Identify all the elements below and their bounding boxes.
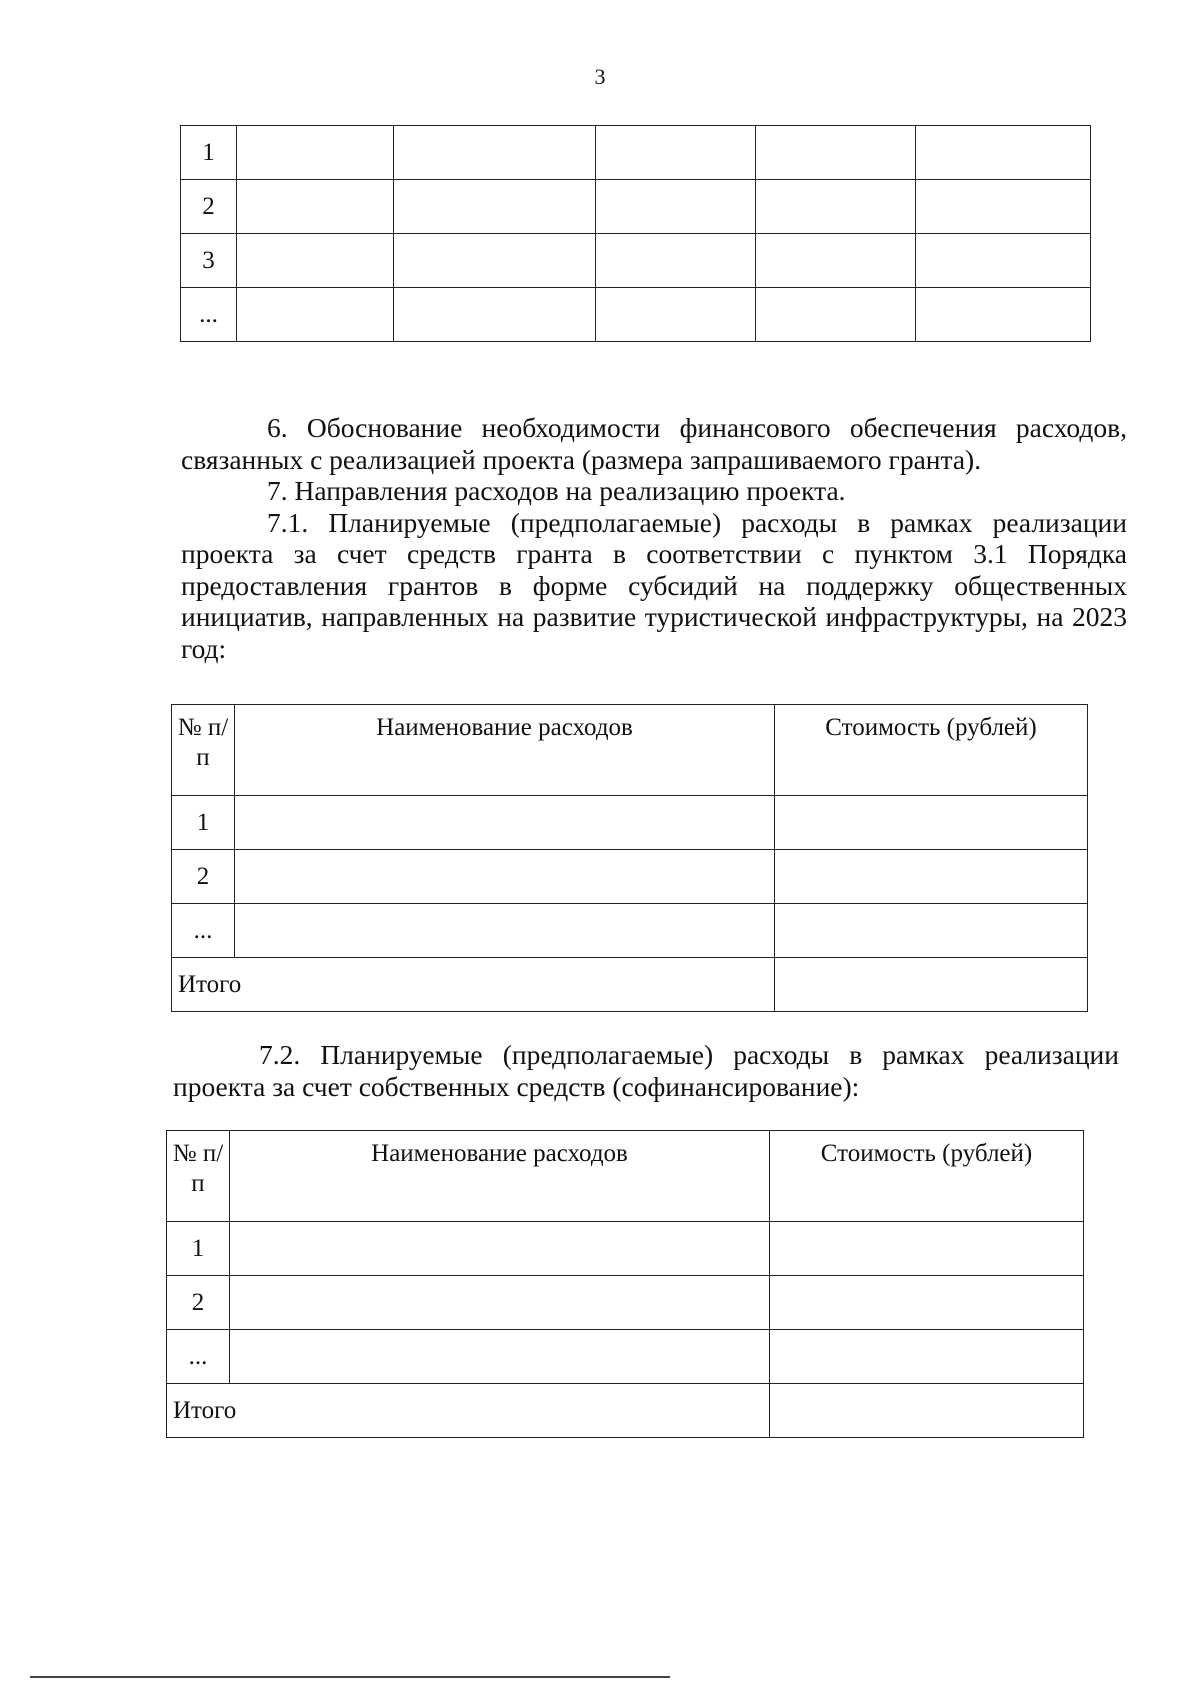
empty-cell bbox=[237, 288, 394, 342]
empty-cell bbox=[756, 234, 916, 288]
total-row bbox=[167, 1384, 1084, 1438]
header-cost: Стоимость (рублей) bbox=[775, 705, 1088, 796]
empty-cell bbox=[916, 288, 1091, 342]
header-expense-name: Наименование расходов bbox=[230, 1131, 770, 1222]
empty-cell bbox=[775, 850, 1088, 904]
empty-cell bbox=[394, 126, 596, 180]
row-number: 1 bbox=[172, 796, 235, 850]
empty-cell bbox=[756, 126, 916, 180]
row-number: 1 bbox=[181, 126, 237, 180]
row-number: 2 bbox=[172, 850, 235, 904]
table-row bbox=[181, 234, 1091, 288]
empty-cell bbox=[770, 1276, 1084, 1330]
row-number: 1 bbox=[167, 1222, 230, 1276]
empty-cell bbox=[775, 958, 1088, 1012]
empty-cell bbox=[770, 1384, 1084, 1438]
empty-cell bbox=[394, 234, 596, 288]
row-number: ... bbox=[181, 288, 237, 342]
bottom-divider bbox=[30, 1676, 670, 1678]
grant-expenses-table bbox=[171, 704, 1088, 1012]
row-number: 2 bbox=[167, 1276, 230, 1330]
empty-cell bbox=[775, 796, 1088, 850]
table-header-row bbox=[172, 705, 1088, 796]
table-row bbox=[181, 180, 1091, 234]
empty-cell bbox=[394, 288, 596, 342]
empty-cell bbox=[394, 180, 596, 234]
empty-cell bbox=[916, 126, 1091, 180]
table-header-row bbox=[167, 1131, 1084, 1222]
table-row bbox=[181, 288, 1091, 342]
paragraph-7-1: 7.1. Планируемые (предполагаемые) расходы в рамках реализации проекта за счет средств гранта в соответствии с пунктом 3.1 Порядка предоставления грантов в форме субсидий на поддержку общественных инициатив, направленных на развитие туристической инфраструктуры, на 2023 год: bbox=[181, 506, 1127, 664]
table-row bbox=[172, 904, 1088, 958]
empty-cell bbox=[596, 288, 756, 342]
total-label: Итого bbox=[167, 1384, 770, 1438]
table-row bbox=[181, 126, 1091, 180]
empty-cell bbox=[230, 1222, 770, 1276]
page-number: 3 bbox=[594, 64, 606, 89]
paragraph-7-2: 7.2. Планируемые (предполагаемые) расходы в рамках реализации проекта за счет собственных средств (софинансирование): bbox=[173, 1039, 1119, 1102]
empty-cell bbox=[237, 180, 394, 234]
header-number: № п/п bbox=[172, 705, 235, 796]
empty-cell bbox=[756, 288, 916, 342]
header-expense-name: Наименование расходов bbox=[235, 705, 775, 796]
continuation-table bbox=[180, 125, 1091, 342]
empty-cell bbox=[230, 1330, 770, 1384]
empty-cell bbox=[230, 1276, 770, 1330]
empty-cell bbox=[916, 180, 1091, 234]
empty-cell bbox=[596, 234, 756, 288]
row-number: 3 bbox=[181, 234, 237, 288]
empty-cell bbox=[235, 796, 775, 850]
cofinancing-expenses-table bbox=[166, 1130, 1084, 1438]
table-row bbox=[167, 1276, 1084, 1330]
table-row bbox=[172, 796, 1088, 850]
total-label: Итого bbox=[172, 958, 775, 1012]
header-cost: Стоимость (рублей) bbox=[770, 1131, 1084, 1222]
row-number: 2 bbox=[181, 180, 237, 234]
empty-cell bbox=[596, 180, 756, 234]
empty-cell bbox=[775, 904, 1088, 958]
section-text-block bbox=[181, 412, 1127, 664]
paragraph-7: 7. Направления расходов на реализацию проекта. bbox=[267, 475, 846, 506]
empty-cell bbox=[235, 850, 775, 904]
total-row bbox=[172, 958, 1088, 1012]
empty-cell bbox=[596, 126, 756, 180]
row-number: ... bbox=[167, 1330, 230, 1384]
empty-cell bbox=[237, 126, 394, 180]
section-text-block bbox=[173, 1039, 1119, 1102]
empty-cell bbox=[756, 180, 916, 234]
empty-cell bbox=[770, 1330, 1084, 1384]
table-row bbox=[167, 1222, 1084, 1276]
paragraph-6: 6. Обоснование необходимости финансового обеспечения расходов, связанных с реализацией проекта (размера запрашиваемого гранта). bbox=[181, 412, 1127, 475]
empty-cell bbox=[235, 904, 775, 958]
table-row bbox=[172, 850, 1088, 904]
header-number: № п/п bbox=[167, 1131, 230, 1222]
table-row bbox=[167, 1330, 1084, 1384]
empty-cell bbox=[237, 234, 394, 288]
empty-cell bbox=[770, 1222, 1084, 1276]
row-number: ... bbox=[172, 904, 235, 958]
empty-cell bbox=[916, 234, 1091, 288]
